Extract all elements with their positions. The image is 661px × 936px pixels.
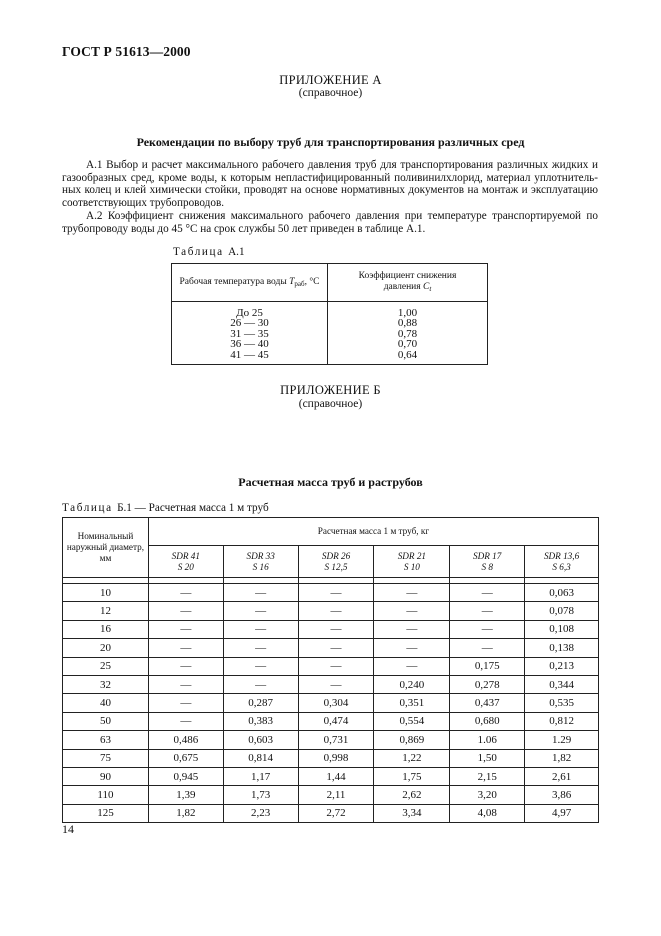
- mass-cell: 0,383: [223, 712, 298, 730]
- mass-cell: 2,72: [298, 804, 374, 822]
- coefficient-value: 0,64: [397, 348, 418, 361]
- table-a1-header-coefficient: [328, 264, 488, 302]
- sdr-column-header: [223, 546, 298, 578]
- temperature-value: До 25: [236, 306, 263, 319]
- mass-cell: 2,11: [298, 786, 374, 804]
- sdr-label: SDR 17: [473, 551, 502, 561]
- header-coefficient-symbol: C: [422, 281, 430, 292]
- header-coefficient-line1: Коэффициент снижения: [358, 270, 457, 281]
- mass-cell: —: [298, 620, 374, 638]
- mass-cell: 3,20: [450, 786, 525, 804]
- mass-cell: 0,063: [525, 584, 599, 602]
- sdr-label: SDR 41: [171, 551, 200, 561]
- mass-cell: 0,213: [525, 657, 599, 675]
- s-series-label: S 20: [177, 561, 194, 572]
- sdr-label: SDR 33: [246, 551, 275, 561]
- diameter-cell: 75: [63, 749, 149, 767]
- mass-cell: 1,75: [374, 767, 450, 785]
- mass-cell: 0,138: [525, 639, 599, 657]
- diameter-cell: 20: [63, 639, 149, 657]
- diameter-cell: 12: [63, 602, 149, 620]
- diameter-cell: 63: [63, 731, 149, 749]
- mass-cell: 1,73: [223, 786, 298, 804]
- table-a1-header-temperature: [172, 264, 328, 302]
- sdr-column-header: [148, 546, 223, 578]
- mass-cell: —: [223, 602, 298, 620]
- diameter-cell: 50: [63, 712, 149, 730]
- sdr-column-header: [298, 546, 374, 578]
- mass-cell: 0,287: [223, 694, 298, 712]
- mass-cell: 0,175: [450, 657, 525, 675]
- mass-cell: —: [223, 584, 298, 602]
- appendix-a-subtitle: (справочное): [298, 87, 363, 99]
- mass-cell: 3,34: [374, 804, 450, 822]
- mass-cell: —: [298, 675, 374, 693]
- mass-cell: —: [374, 639, 450, 657]
- mass-cell: —: [450, 602, 525, 620]
- s-series-label: S 8: [481, 561, 493, 572]
- mass-cell: 0,998: [298, 749, 374, 767]
- appendix-a-paragraph-2: [62, 210, 598, 235]
- mass-cell: 1,82: [148, 804, 223, 822]
- diameter-cell: 110: [63, 786, 149, 804]
- mass-cell: —: [450, 584, 525, 602]
- mass-cell: 0,535: [525, 694, 599, 712]
- s-series-label: S 12,5: [324, 561, 348, 572]
- mass-cell: —: [223, 620, 298, 638]
- s-series-label: S 16: [252, 561, 269, 572]
- mass-cell: 0,078: [525, 602, 599, 620]
- table-row: [63, 731, 599, 749]
- table-b1-header-group: Расчетная масса 1 м труб, кг: [148, 518, 598, 546]
- sdr-label: SDR 21: [397, 551, 427, 561]
- mass-cell: —: [374, 602, 450, 620]
- mass-cell: 0,869: [374, 731, 450, 749]
- appendix-a-section-title: Рекомендации по выбору труб для транспортирования различных сред: [136, 135, 525, 149]
- mass-cell: 0,814: [223, 749, 298, 767]
- table-b1-caption: [62, 502, 269, 514]
- mass-cell: 0,278: [450, 675, 525, 693]
- table-row: [63, 657, 599, 675]
- mass-cell: 0,675: [148, 749, 223, 767]
- paragraph-a1-text: А.1 Выбор и расчет максимального рабочего давления труб для транспортирования различных жидких и газообразных сред, кроме воды, к которым непластифицированный поливинилхлорид, материал уплотнительных колец и клей химически стойки, проводят на основе нормативных документов на монтаж и эксплуатацию соответствующих трубопроводов.: [62, 159, 598, 209]
- mass-cell: 0,486: [148, 731, 223, 749]
- appendix-b-section-title: Расчетная масса труб и раструбов: [238, 475, 423, 489]
- temperature-value: 26 — 30: [230, 317, 269, 330]
- mass-cell: 0,108: [525, 620, 599, 638]
- table-row: [63, 712, 599, 730]
- mass-cell: —: [148, 675, 223, 693]
- mass-cell: 2,62: [374, 786, 450, 804]
- table-row: [63, 749, 599, 767]
- mass-cell: —: [223, 657, 298, 675]
- mass-cell: 2,61: [525, 767, 599, 785]
- mass-cell: 0,437: [450, 694, 525, 712]
- sdr-column-header: [374, 546, 450, 578]
- header-temperature-symbol: T: [289, 277, 295, 287]
- mass-cell: 2,15: [450, 767, 525, 785]
- mass-cell: —: [298, 602, 374, 620]
- header-temperature-symbol-sub: раб: [294, 280, 305, 288]
- coefficient-value: 0,88: [397, 317, 418, 330]
- mass-cell: —: [148, 639, 223, 657]
- diameter-cell: 25: [63, 657, 149, 675]
- mass-cell: —: [374, 620, 450, 638]
- temperature-value: 31 — 35: [230, 327, 269, 340]
- diameter-cell: 32: [63, 675, 149, 693]
- table-row: [63, 804, 599, 822]
- table-a1-temperature-column: [172, 302, 328, 365]
- diameter-cell: 10: [63, 584, 149, 602]
- diameter-cell: 40: [63, 694, 149, 712]
- diameter-cell: 16: [63, 620, 149, 638]
- table-row: [63, 675, 599, 693]
- mass-cell: —: [148, 694, 223, 712]
- header-coefficient-symbol-sub: t: [429, 284, 432, 293]
- mass-cell: 0,554: [374, 712, 450, 730]
- mass-cell: 1,39: [148, 786, 223, 804]
- mass-cell: —: [148, 620, 223, 638]
- table-b1-header-diameter: Номинальный наружный диаметр, мм: [63, 518, 149, 578]
- mass-cell: 1,44: [298, 767, 374, 785]
- mass-cell: 1,50: [450, 749, 525, 767]
- table-row: [63, 584, 599, 602]
- header-coefficient-line2: давления: [383, 281, 421, 292]
- appendix-a-paragraph-1: [62, 159, 598, 209]
- mass-cell: —: [450, 620, 525, 638]
- mass-cell: 0,351: [374, 694, 450, 712]
- mass-cell: —: [298, 657, 374, 675]
- coefficient-value: 0,78: [397, 327, 418, 340]
- mass-cell: 0,731: [298, 731, 374, 749]
- mass-cell: 2,23: [223, 804, 298, 822]
- appendix-b-subtitle: (справочное): [298, 398, 363, 410]
- coefficient-value: 0,70: [397, 338, 418, 351]
- mass-cell: 0,240: [374, 675, 450, 693]
- table-a1-caption: [173, 246, 245, 258]
- mass-cell: —: [298, 584, 374, 602]
- s-series-label: S 6,3: [552, 561, 571, 572]
- mass-cell: —: [148, 657, 223, 675]
- mass-cell: 1.29: [525, 731, 599, 749]
- mass-cell: 0,344: [525, 675, 599, 693]
- mass-cell: —: [148, 712, 223, 730]
- mass-cell: —: [374, 657, 450, 675]
- mass-cell: 4,08: [450, 804, 525, 822]
- coefficient-value: 1,00: [397, 306, 418, 319]
- mass-cell: 0,680: [450, 712, 525, 730]
- appendix-b-title: ПРИЛОЖЕНИЕ Б: [280, 383, 381, 397]
- appendix-a-title: ПРИЛОЖЕНИЕ А: [279, 73, 382, 87]
- table-caption-word: Таблица: [62, 502, 113, 514]
- document-header: ГОСТ Р 51613—2000: [62, 44, 191, 59]
- temperature-value: 36 — 40: [230, 338, 269, 351]
- sdr-column-header: [525, 546, 599, 578]
- mass-cell: 0,304: [298, 694, 374, 712]
- table-caption-number: А.1: [228, 246, 245, 258]
- table-b1: [62, 517, 599, 823]
- table-row: [63, 694, 599, 712]
- table-row: [63, 767, 599, 785]
- table-caption-text: Б.1 — Расчетная масса 1 м труб: [117, 502, 269, 514]
- sdr-label: SDR 13,6: [543, 551, 580, 561]
- diameter-cell: 90: [63, 767, 149, 785]
- header-temperature-text: Рабочая температура воды: [179, 277, 287, 287]
- table-a1: [171, 263, 488, 365]
- mass-cell: —: [374, 584, 450, 602]
- table-row: [63, 639, 599, 657]
- paragraph-a2-text: А.2 Коэффициент снижения максимального рабочего давления при температуре транспортируемой по трубопроводу воды до 45 °С на срок службы 50 лет приведен в таблице А.1.: [62, 210, 598, 235]
- mass-cell: 3,86: [525, 786, 599, 804]
- mass-cell: 0,603: [223, 731, 298, 749]
- mass-cell: 0,945: [148, 767, 223, 785]
- page-number: 14: [62, 822, 74, 836]
- sdr-column-header: [450, 546, 525, 578]
- mass-cell: —: [148, 584, 223, 602]
- mass-cell: —: [148, 602, 223, 620]
- table-caption-word: Таблица: [173, 246, 224, 258]
- diameter-cell: 125: [63, 804, 149, 822]
- header-temperature-unit: , °С: [304, 277, 320, 287]
- temperature-value: 41 — 45: [230, 348, 269, 361]
- mass-cell: 4,97: [525, 804, 599, 822]
- mass-cell: —: [298, 639, 374, 657]
- table-row: [63, 620, 599, 638]
- mass-cell: 1,82: [525, 749, 599, 767]
- mass-cell: 1,17: [223, 767, 298, 785]
- mass-cell: 0,812: [525, 712, 599, 730]
- mass-cell: —: [223, 639, 298, 657]
- mass-cell: —: [450, 639, 525, 657]
- mass-cell: 0,474: [298, 712, 374, 730]
- mass-cell: 1.06: [450, 731, 525, 749]
- mass-cell: 1,22: [374, 749, 450, 767]
- mass-cell: —: [223, 675, 298, 693]
- table-row: [63, 602, 599, 620]
- sdr-label: SDR 26: [321, 551, 351, 561]
- s-series-label: S 10: [403, 561, 420, 572]
- table-a1-coefficient-column: [328, 302, 488, 365]
- table-row: [63, 786, 599, 804]
